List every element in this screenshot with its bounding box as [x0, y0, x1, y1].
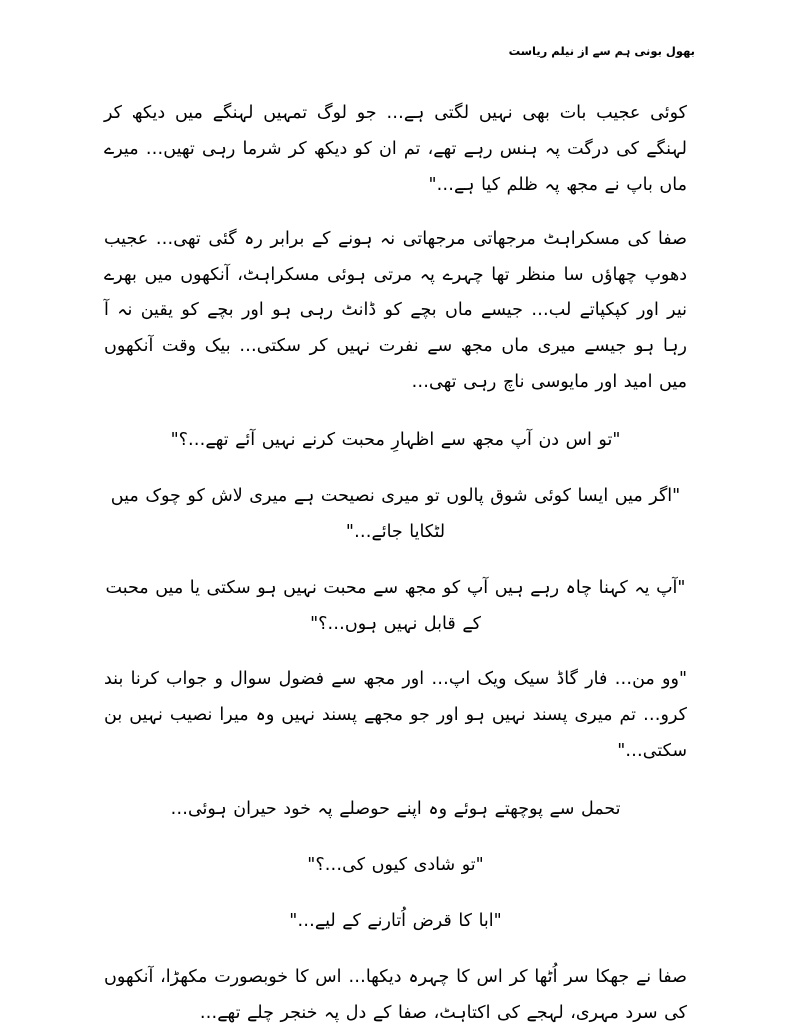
dialogue-line-3: "آپ یہ کہنا چاہ رہے ہیں آپ کو مجھ سے محبت نہیں ہو سکتی یا میں محبت کے قابل نہیں ہوں…؟"	[105, 577, 686, 634]
page-header: بھول بونی ہم سے از نیلم ریاست	[508, 44, 695, 58]
dialogue-line-2: "اگر میں ایسا کوئی شوق پالوں تو میری نصیحت ہے میری لاش کو چوک میں لٹکایا جائے…"	[110, 485, 681, 542]
dialogue-line-1: "تو اس دن آپ مجھ سے اظہارِ محبت کرنے نہیں آئے تھے…؟"	[170, 430, 621, 450]
paragraph-2: صفا کی مسکراہٹ مرجھاتی مرجھاتی نہ ہونے کے برابر رہ گئی تھی… عجیب دھوپ چھاؤں سا منظر تھا چہرے پہ مرتی ہوئی مسکراہٹ، آنکھوں میں بھرے نیر اور کپکپاتے لب… جیسے ماں بچے کو ڈانٹ رہی ہو اور بچے کو یقین نہ آ رہا ہو جیسے میری ماں مجھ سے نفرت نہیں کر سکتی… بیک وقت آنکھوں میں امید اور مایوسی ناچ رہی تھی…	[104, 228, 687, 393]
paragraph-1: کوئی عجیب بات بھی نہیں لگتی ہے… جو لوگ تمہیں لہنگے میں دیکھ کر لہنگے کی درگت پہ ہنس رہے تھے، تم ان کو دیکھ کر شرما رہی تھیں… میرے ماں باپ نے مجھ پہ ظلم کیا ہے…"	[104, 103, 687, 195]
dialogue-line-5: "ابا کا قرض اُتارنے کے لیے…"	[289, 910, 502, 931]
dialogue-line-4: "تو شادی کیوں کی…؟"	[307, 854, 484, 875]
narration-line-1: تحمل سے پوچھتے ہوئے وہ اپنے حوصلے پہ خود حیران ہوئی…	[170, 799, 621, 819]
paragraph-4: صفا نے جھکا سر اُٹھا کر اس کا چہرہ دیکھا… اس کا خوبصورت مکھڑا، آنکھوں کی سرد مہری، لہجے کی اکتاہٹ، صفا کے دل پہ خنجر چلے تھے…	[104, 966, 687, 1023]
document-body	[104, 96, 687, 1023]
paragraph-3: "وو من… فار گاڈ سیک ویک اپ… اور مجھ سے فضول سوال و جواب کرنا بند کرو… تم میری پسند نہیں ہو اور جو مجھے پسند نہیں وہ میرا نصیب نہیں بن سکتی…"	[104, 669, 687, 762]
